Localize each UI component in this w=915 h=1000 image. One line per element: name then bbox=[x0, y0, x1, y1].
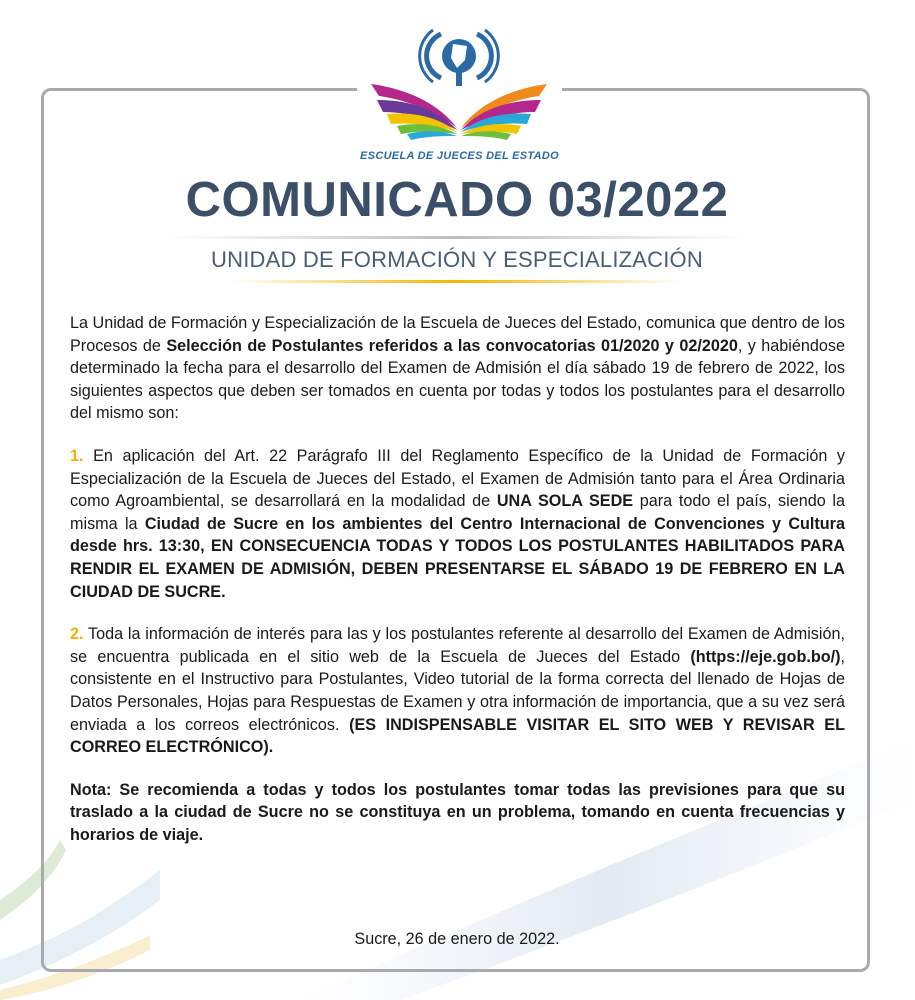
note-paragraph: Nota: Se recomienda a todas y todos los postulantes tomar todas las previsiones para que su traslado a la ciudad de Sucre no se constituya en un problema, tomando en cuenta frecuencias y horarios de viaje. bbox=[70, 780, 845, 844]
item-number: 2. bbox=[70, 625, 84, 644]
intro-paragraph: La Unidad de Formación y Especialización de la Escuela de Jueces del Estado, comunica que dentro de los Procesos de Selección de Postulantes referidos a las convocatorias 01/2020 y 02/2020, y habiéndose determinado la fecha para el desarrollo del Examen de Admisión el día sábado 19 de febrero de 2022, los siguientes aspectos que deben ser tomados en cuenta por todas y todos los postulantes para el desarrollo del mismo son: bbox=[70, 314, 845, 423]
logo-emblem-icon bbox=[357, 16, 562, 156]
item-1-paragraph: 1. En aplicación del Art. 22 Parágrafo III del Reglamento Específico de la Unidad de Formación y Especialización de la Escuela de Jueces del Estado, el Examen de Admisión tanto para el Área Ordinaria como Agroambiental, se desarrollará en la modalidad de UNA SOLA SEDE para todo el país, siendo la misma la Ciudad de Sucre en los ambientes del Centro Internacional de Convenciones y Cultura desde hrs. 13:30, EN CONSECUENCIA TODAS Y TODOS LOS POSTULANTES HABILITADOS PARA RENDIR EL EXAMEN DE ADMISIÓN, DEBEN PRESENTARSE EL SÁBADO 19 DE FEBRERO EN LA CIUDAD DE SUCRE. bbox=[70, 446, 845, 601]
subtitle-divider bbox=[232, 280, 682, 283]
issue-date: Sucre, 26 de enero de 2022. bbox=[354, 930, 560, 948]
title-divider bbox=[170, 236, 744, 239]
logo-wordmark: ESCUELA DE JUECES DEL ESTADO bbox=[360, 150, 559, 162]
institution-logo bbox=[357, 16, 562, 171]
page-subtitle: UNIDAD DE FORMACIÓN Y ESPECIALIZACIÓN bbox=[211, 247, 703, 272]
item-2-paragraph: 2. Toda la información de interés para las y los postulantes referente al desarrollo del Examen de Admisión, se encuentra publicada en el sitio web de la Escuela de Jueces del Estado (https://eje.gob.bo/), consistente en el Instructivo para Postulantes, Video tutorial de la forma correcta del llenado de Hojas de Datos Personales, Hojas para Respuestas de Examen y otra información de importancia, que a su vez será enviada a los correos electrónicos. (ES INDISPENSABLE VISITAR EL SITO WEB Y REVISAR EL CORREO ELECTRÓNICO). bbox=[70, 625, 845, 757]
website-link: (https://eje.gob.bo/) bbox=[690, 647, 841, 666]
page-title: COMUNICADO 03/2022 bbox=[185, 173, 729, 227]
item-number: 1. bbox=[70, 446, 84, 465]
communique-body bbox=[70, 312, 845, 866]
